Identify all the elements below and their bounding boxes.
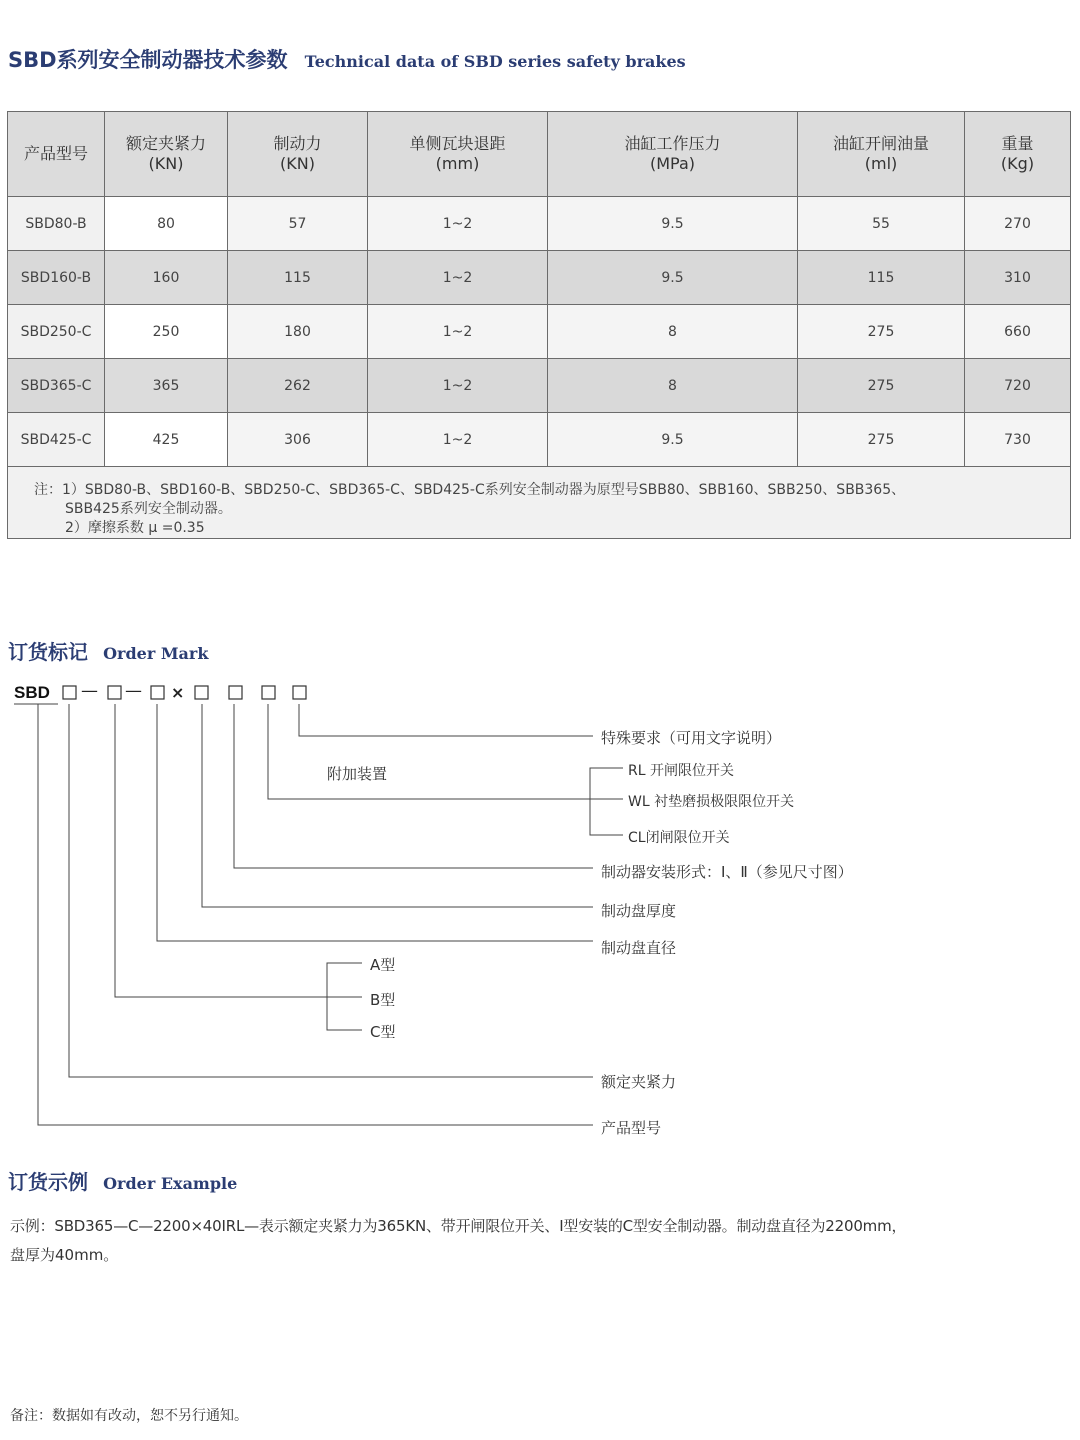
table-row (8, 413, 1071, 467)
label-cl: CL闭闸限位开关 (628, 830, 730, 846)
cell-model: SBD425-C (8, 413, 105, 467)
cell-oil-volume: 55 (798, 197, 965, 251)
note-line-2: SBB425系列安全制动器。 (65, 501, 232, 517)
table-row (8, 197, 1071, 251)
header-model: 产品型号 (8, 112, 105, 197)
spec-table (7, 111, 1071, 539)
code-box-mount (229, 686, 242, 699)
leader-type (115, 704, 327, 997)
cell-rated-clamp: 250 (105, 305, 228, 359)
cell-model: SBD80-B (8, 197, 105, 251)
cell-pressure: 8 (548, 305, 798, 359)
label-special: 特殊要求（可用文字说明） (601, 729, 782, 747)
leader-clamp (69, 704, 593, 1077)
cell-braking-force: 180 (228, 305, 368, 359)
code-box-accessory (262, 686, 275, 699)
order-example-line-2: 盘厚为40mm。 (10, 1246, 119, 1264)
label-mount: 制动器安装形式：Ⅰ、Ⅱ（参见尺寸图） (601, 863, 853, 881)
order-mark-title (8, 636, 208, 665)
cell-weight: 720 (965, 359, 1071, 413)
cell-braking-force: 115 (228, 251, 368, 305)
cell-model: SBD250-C (8, 305, 105, 359)
cell-weight: 660 (965, 305, 1071, 359)
code-times: × (171, 683, 185, 702)
label-clamp: 额定夹紧力 (601, 1073, 677, 1091)
code-prefix: SBD (14, 683, 50, 702)
cell-oil-volume: 115 (798, 251, 965, 305)
table-row (8, 305, 1071, 359)
label-type-b: B型 (370, 991, 396, 1009)
code-box-thickness (195, 686, 208, 699)
label-type-a: A型 (370, 956, 396, 974)
order-example-line-1: 示例：SBD365—C—2200×40ⅠRL—表示额定夹紧力为365KN、带开闸限位开关、Ⅰ型安装的C型安全制动器。制动盘直径为2200mm， (10, 1217, 907, 1235)
header-oil-volume: 油缸开闸油量 (ml) (798, 112, 965, 197)
header-weight: 重量 (Kg) (965, 112, 1071, 197)
leader-diameter (157, 704, 593, 941)
code-dash-2: — (125, 681, 142, 701)
cell-retreat: 1~2 (368, 359, 548, 413)
label-model: 产品型号 (601, 1119, 662, 1137)
table-row (8, 251, 1071, 305)
code-box-clamp (63, 686, 76, 699)
cell-oil-volume: 275 (798, 413, 965, 467)
cell-pressure: 9.5 (548, 197, 798, 251)
leader-special (299, 704, 593, 736)
table-note (8, 467, 1070, 538)
note-line-1: 注：1）SBD80-B、SBD160-B、SBD250-C、SBD365-C、SBD425-C系列安全制动器为原型号SBB80、SBB160、SBB250、SBB365、 (34, 482, 906, 498)
cell-braking-force: 57 (228, 197, 368, 251)
code-dash-1: — (81, 681, 98, 701)
tech-data-title-en: Technical data of SBD series safety brakes (304, 52, 686, 71)
cell-rated-clamp: 425 (105, 413, 228, 467)
cell-braking-force: 306 (228, 413, 368, 467)
cell-rated-clamp: 80 (105, 197, 228, 251)
table-row (8, 359, 1071, 413)
order-example-title (8, 1166, 237, 1195)
leader-accessory (268, 704, 593, 799)
leader-model (38, 704, 593, 1125)
header-rated-clamp: 额定夹紧力 (KN) (105, 112, 228, 197)
order-example-title-en: Order Example (103, 1174, 238, 1193)
cell-rated-clamp: 365 (105, 359, 228, 413)
cell-rated-clamp: 160 (105, 251, 228, 305)
cell-weight: 730 (965, 413, 1071, 467)
cell-retreat: 1~2 (368, 197, 548, 251)
table-header-row (8, 112, 1071, 197)
label-accessory: 附加装置 (327, 765, 388, 783)
table-note-cell (8, 467, 1071, 539)
label-diameter: 制动盘直径 (601, 939, 677, 957)
cell-braking-force: 262 (228, 359, 368, 413)
label-type-c: C型 (370, 1023, 396, 1041)
order-mark-title-cn: 订货标记 (8, 640, 88, 664)
note-line-3: 2）摩擦系数 μ =0.35 (65, 520, 205, 536)
header-retreat: 单侧瓦块退距 (mm) (368, 112, 548, 197)
label-wl: WL 衬垫磨损极限限位开关 (628, 794, 795, 810)
header-braking-force: 制动力 (KN) (228, 112, 368, 197)
header-pressure: 油缸工作压力 (MPa) (548, 112, 798, 197)
cell-weight: 310 (965, 251, 1071, 305)
cell-oil-volume: 275 (798, 305, 965, 359)
label-rl: RL 开闸限位开关 (628, 763, 734, 779)
cell-model: SBD365-C (8, 359, 105, 413)
cell-oil-volume: 275 (798, 359, 965, 413)
order-example-title-cn: 订货示例 (8, 1170, 88, 1194)
cell-pressure: 9.5 (548, 413, 798, 467)
leader-thickness (202, 704, 593, 907)
cell-retreat: 1~2 (368, 305, 548, 359)
tech-data-title-cn: SBD系列安全制动器技术参数 (8, 48, 288, 72)
cell-model: SBD160-B (8, 251, 105, 305)
label-thickness: 制动盘厚度 (601, 902, 677, 920)
order-example-text (10, 1212, 1075, 1270)
leader-mount (234, 704, 593, 868)
tech-data-title (8, 44, 686, 74)
code-box-special (293, 686, 306, 699)
footer-remark: 备注：数据如有改动，恕不另行通知。 (10, 1408, 248, 1424)
cell-retreat: 1~2 (368, 251, 548, 305)
order-mark-diagram (0, 680, 1080, 1150)
bracket-accessory (590, 768, 623, 835)
cell-pressure: 8 (548, 359, 798, 413)
order-mark-title-en: Order Mark (103, 644, 209, 663)
cell-weight: 270 (965, 197, 1071, 251)
code-box-diameter (151, 686, 164, 699)
cell-retreat: 1~2 (368, 413, 548, 467)
cell-pressure: 9.5 (548, 251, 798, 305)
code-box-type (108, 686, 121, 699)
table-note-row (8, 467, 1071, 539)
